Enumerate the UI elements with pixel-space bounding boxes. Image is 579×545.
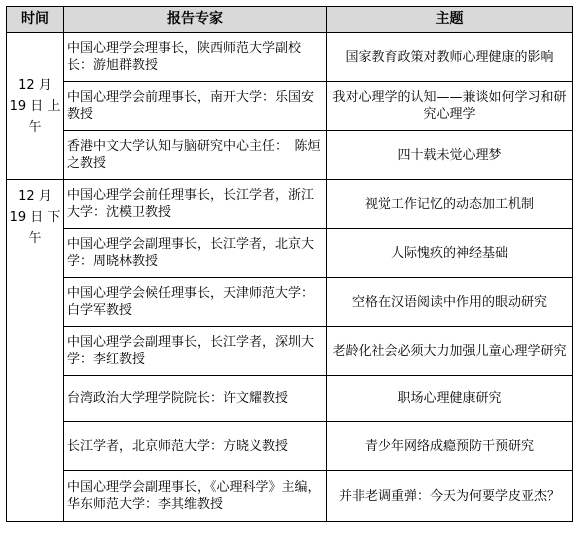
topic-cell: 国家教育政策对教师心理健康的影响 — [327, 33, 573, 82]
table-row — [7, 82, 573, 131]
session-time-afternoon: 12 月 19 日 下午 — [7, 180, 64, 522]
table-row — [7, 376, 573, 422]
topic-cell: 四十载未觉心理梦 — [327, 131, 573, 180]
expert-cell: 长江学者，北京师范大学：方晓义教授 — [64, 422, 327, 471]
expert-cell: 台湾政治大学理学院院长：许文耀教授 — [64, 376, 327, 422]
expert-cell: 中国心理学会前理事长，南开大学：乐国安教授 — [64, 82, 327, 131]
topic-cell: 青少年网络成瘾预防干预研究 — [327, 422, 573, 471]
header-expert: 报告专家 — [64, 7, 327, 33]
header-row — [7, 7, 573, 33]
expert-cell: 中国心理学会副理事长，长江学者，北京大学：周晓林教授 — [64, 229, 327, 278]
schedule-table — [6, 6, 573, 522]
expert-cell: 中国心理学会副理事长，《心理科学》主编，华东师范大学：李其维教授 — [64, 471, 327, 522]
topic-cell: 人际愧疚的神经基础 — [327, 229, 573, 278]
table-row — [7, 278, 573, 327]
expert-cell: 中国心理学会理事长，陕西师范大学副校长：游旭群教授 — [64, 33, 327, 82]
table-row — [7, 422, 573, 471]
topic-cell: 视觉工作记忆的动态加工机制 — [327, 180, 573, 229]
session-time-morning: 12 月 19 日 上午 — [7, 33, 64, 180]
header-time: 时间 — [7, 7, 64, 33]
table-row — [7, 180, 573, 229]
table-row — [7, 33, 573, 82]
topic-cell: 职场心理健康研究 — [327, 376, 573, 422]
expert-cell: 香港中文大学认知与脑研究中心主任： 陈烜之教授 — [64, 131, 327, 180]
topic-cell: 老龄化社会必须大力加强儿童心理学研究 — [327, 327, 573, 376]
topic-cell: 空格在汉语阅读中作用的眼动研究 — [327, 278, 573, 327]
header-topic: 主题 — [327, 7, 573, 33]
table-row — [7, 327, 573, 376]
topic-cell: 我对心理学的认知——兼谈如何学习和研究心理学 — [327, 82, 573, 131]
expert-cell: 中国心理学会副理事长，长江学者，深圳大学：李红教授 — [64, 327, 327, 376]
expert-cell: 中国心理学会前任理事长，长江学者，浙江大学：沈模卫教授 — [64, 180, 327, 229]
expert-cell: 中国心理学会候任理事长，天津师范大学：白学军教授 — [64, 278, 327, 327]
table-row — [7, 471, 573, 522]
topic-cell: 并非老调重弹：今天为何要学皮亚杰？ — [327, 471, 573, 522]
table-row — [7, 131, 573, 180]
table-row — [7, 229, 573, 278]
